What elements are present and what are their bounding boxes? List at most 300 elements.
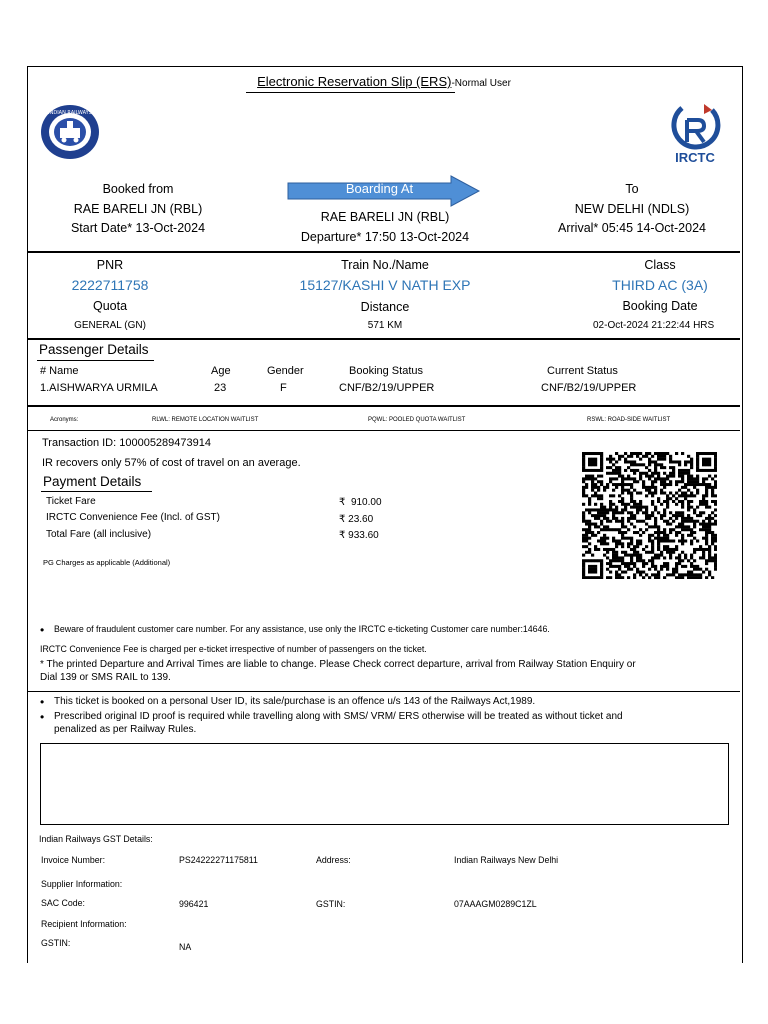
qr-module — [690, 534, 693, 537]
qr-module — [645, 514, 648, 517]
qr-module — [657, 548, 660, 551]
qr-module — [684, 460, 687, 463]
qr-module — [699, 523, 702, 526]
qr-module — [588, 542, 591, 545]
qr-module — [621, 542, 624, 545]
qr-module — [594, 503, 597, 506]
qr-module — [705, 477, 708, 480]
qr-module — [582, 514, 585, 517]
qr-module — [678, 559, 681, 562]
qr-module — [693, 559, 696, 562]
qr-module — [585, 528, 588, 531]
qr-module — [636, 503, 639, 506]
qr-module — [633, 562, 636, 565]
qr-module — [627, 568, 630, 571]
qr-module — [708, 452, 711, 455]
qr-module — [603, 508, 606, 511]
qr-module — [654, 556, 657, 559]
qr-module — [582, 576, 585, 579]
qr-module — [708, 520, 711, 523]
timing-note-line2: Dial 139 or SMS RAIL to 139. — [40, 672, 171, 683]
qr-module — [603, 528, 606, 531]
qr-module — [675, 531, 678, 534]
qr-module — [666, 506, 669, 509]
qr-module — [585, 545, 588, 548]
qr-module — [600, 539, 603, 542]
qr-module — [618, 469, 621, 472]
qr-module — [699, 573, 702, 576]
qr-module — [711, 576, 714, 579]
qr-module — [714, 483, 717, 486]
qr-module — [681, 542, 684, 545]
qr-module — [663, 562, 666, 565]
qr-module — [708, 556, 711, 559]
qr-module — [687, 576, 690, 579]
qr-module — [642, 520, 645, 523]
qr-module — [681, 511, 684, 514]
qr-module — [648, 517, 651, 520]
qr-module — [714, 463, 717, 466]
qr-module — [714, 458, 717, 461]
qr-module — [687, 571, 690, 574]
qr-module — [690, 477, 693, 480]
qr-module — [651, 539, 654, 542]
qr-module — [666, 568, 669, 571]
qr-module — [600, 460, 603, 463]
qr-module — [690, 483, 693, 486]
qr-module — [636, 559, 639, 562]
qr-module — [603, 548, 606, 551]
qr-module — [648, 576, 651, 579]
qr-module — [663, 480, 666, 483]
qr-module — [714, 568, 717, 571]
qr-module — [627, 492, 630, 495]
qr-module — [585, 537, 588, 540]
qr-module — [621, 477, 624, 480]
qr-module — [681, 486, 684, 489]
qr-module — [627, 475, 630, 478]
qr-module — [684, 520, 687, 523]
qr-module — [597, 559, 600, 562]
qr-module — [633, 489, 636, 492]
qr-module — [657, 528, 660, 531]
qr-module — [690, 520, 693, 523]
qr-module — [681, 500, 684, 503]
qr-module — [585, 494, 588, 497]
qr-module — [627, 455, 630, 458]
qr-module — [672, 573, 675, 576]
qr-module — [630, 568, 633, 571]
qr-module — [612, 494, 615, 497]
qr-module — [618, 528, 621, 531]
qr-module — [630, 492, 633, 495]
qr-module — [711, 531, 714, 534]
qr-module — [669, 556, 672, 559]
qr-module — [714, 539, 717, 542]
qr-module — [585, 469, 588, 472]
qr-module — [669, 497, 672, 500]
qr-module — [657, 475, 660, 478]
qr-module — [693, 480, 696, 483]
qr-module — [678, 576, 681, 579]
qr-module — [615, 573, 618, 576]
qr-module — [603, 539, 606, 542]
qr-module — [609, 565, 612, 568]
qr-module — [666, 520, 669, 523]
qr-module — [654, 469, 657, 472]
qr-module — [714, 508, 717, 511]
qr-module — [657, 537, 660, 540]
booking-date-value: 02-Oct-2024 21:22:44 HRS — [593, 320, 715, 331]
qr-module — [600, 542, 603, 545]
qr-module — [597, 480, 600, 483]
qr-module — [597, 539, 600, 542]
qr-module — [624, 460, 627, 463]
qr-module — [594, 545, 597, 548]
qr-module — [618, 565, 621, 568]
qr-module — [591, 469, 594, 472]
qr-module — [666, 539, 669, 542]
qr-module — [582, 562, 585, 565]
qr-module — [681, 506, 684, 509]
id-proof-note-text: Prescribed original ID proof is required while travelling along with SMS/ VRM/ ERS otherwise will be treated as without ticket and — [54, 711, 623, 722]
qr-module — [612, 477, 615, 480]
qr-module — [663, 545, 666, 548]
qr-module — [675, 534, 678, 537]
qr-module — [624, 489, 627, 492]
qr-module — [609, 571, 612, 574]
qr-module — [669, 573, 672, 576]
qr-module — [690, 463, 693, 466]
qr-module — [678, 573, 681, 576]
qr-module — [675, 460, 678, 463]
qr-module — [603, 525, 606, 528]
boarding-station: RAE BARELI JN (RBL) — [320, 210, 450, 224]
rupee-icon: ₹ — [339, 530, 346, 541]
qr-module — [642, 511, 645, 514]
qr-module — [588, 477, 591, 480]
qr-module — [651, 556, 654, 559]
fraud-warning-text: Beware of fraudulent customer care number. For any assistance, use only the IRCTC e-ticketing Customer care number:14646. — [54, 624, 550, 634]
qr-module — [654, 568, 657, 571]
qr-module — [618, 576, 621, 579]
qr-module — [594, 548, 597, 551]
qr-module — [684, 483, 687, 486]
qr-module — [636, 554, 639, 557]
qr-module — [588, 520, 591, 523]
qr-module — [675, 576, 678, 579]
qr-module — [663, 520, 666, 523]
qr-module — [582, 568, 585, 571]
qr-module — [705, 494, 708, 497]
qr-module — [702, 571, 705, 574]
qr-module — [675, 565, 678, 568]
qr-module — [588, 576, 591, 579]
qr-module — [600, 497, 603, 500]
qr-module — [675, 517, 678, 520]
qr-module — [690, 458, 693, 461]
qr-module — [687, 494, 690, 497]
qr-module — [615, 576, 618, 579]
qr-module — [609, 548, 612, 551]
qr-module — [612, 472, 615, 475]
qr-module — [657, 556, 660, 559]
qr-module — [582, 477, 585, 480]
qr-module — [660, 483, 663, 486]
qr-module — [705, 460, 708, 463]
qr-module — [633, 463, 636, 466]
qr-module — [621, 537, 624, 540]
qr-module — [618, 511, 621, 514]
qr-module — [669, 475, 672, 478]
qr-module — [621, 551, 624, 554]
qr-module — [684, 556, 687, 559]
qr-module — [648, 525, 651, 528]
qr-module — [642, 565, 645, 568]
qr-module — [663, 477, 666, 480]
qr-module — [582, 480, 585, 483]
qr-module — [582, 489, 585, 492]
recovery-note: IR recovers only 57% of cost of travel on an average. — [42, 457, 301, 469]
qr-module — [645, 506, 648, 509]
qr-module — [630, 542, 633, 545]
qr-module — [705, 500, 708, 503]
qr-module — [624, 506, 627, 509]
qr-module — [687, 534, 690, 537]
qr-module — [681, 525, 684, 528]
qr-module — [618, 568, 621, 571]
qr-module — [594, 483, 597, 486]
qr-module — [606, 472, 609, 475]
qr-module — [600, 559, 603, 562]
qr-module — [645, 486, 648, 489]
qr-module — [693, 576, 696, 579]
qr-module — [684, 463, 687, 466]
qr-module — [585, 559, 588, 562]
qr-module — [666, 565, 669, 568]
qr-module — [630, 486, 633, 489]
qr-module — [687, 500, 690, 503]
qr-module — [696, 466, 699, 469]
qr-module — [582, 466, 585, 469]
qr-module — [594, 477, 597, 480]
qr-module — [681, 528, 684, 531]
qr-module — [588, 511, 591, 514]
qr-module — [603, 542, 606, 545]
qr-module — [675, 568, 678, 571]
qr-module — [681, 503, 684, 506]
quota-label: Quota — [92, 299, 128, 313]
qr-module — [681, 576, 684, 579]
qr-module — [654, 520, 657, 523]
qr-module — [681, 534, 684, 537]
qr-module — [591, 489, 594, 492]
qr-module — [654, 523, 657, 526]
qr-module — [681, 477, 684, 480]
qr-module — [597, 514, 600, 517]
qr-module — [660, 492, 663, 495]
qr-module — [651, 511, 654, 514]
qr-module — [711, 523, 714, 526]
qr-module — [657, 573, 660, 576]
qr-module — [705, 525, 708, 528]
qr-module — [633, 477, 636, 480]
qr-module — [696, 452, 699, 455]
qr-module — [615, 551, 618, 554]
address-label: Address: — [316, 855, 351, 865]
qr-module — [645, 562, 648, 565]
qr-module — [630, 514, 633, 517]
qr-module — [582, 534, 585, 537]
qr-module — [594, 517, 597, 520]
qr-module — [714, 460, 717, 463]
qr-module — [711, 542, 714, 545]
qr-module — [666, 534, 669, 537]
qr-module — [621, 503, 624, 506]
qr-module — [591, 452, 594, 455]
qr-module — [660, 458, 663, 461]
qr-module — [630, 517, 633, 520]
qr-module — [678, 472, 681, 475]
qr-module — [669, 551, 672, 554]
qr-module — [681, 520, 684, 523]
qr-module — [672, 500, 675, 503]
qr-module — [612, 489, 615, 492]
qr-module — [696, 576, 699, 579]
qr-module — [624, 469, 627, 472]
qr-module — [648, 539, 651, 542]
qr-module — [621, 571, 624, 574]
qr-module — [603, 489, 606, 492]
qr-module — [666, 483, 669, 486]
qr-module — [657, 458, 660, 461]
qr-module — [636, 542, 639, 545]
qr-module — [621, 523, 624, 526]
qr-module — [639, 534, 642, 537]
qr-module — [708, 463, 711, 466]
qr-module — [654, 472, 657, 475]
qr-module — [711, 559, 714, 562]
qr-module — [621, 475, 624, 478]
qr-module — [672, 494, 675, 497]
qr-module — [594, 508, 597, 511]
convenience-fee-note: IRCTC Convenience Fee is charged per e-ticket irrespective of number of passengers on the ticket. — [40, 644, 427, 654]
qr-module — [588, 503, 591, 506]
arrival-time: Arrival* 05:45 14-Oct-2024 — [558, 221, 706, 235]
divider — [28, 691, 740, 692]
qr-module — [582, 460, 585, 463]
qr-module — [591, 494, 594, 497]
qr-module — [669, 460, 672, 463]
qr-module — [627, 520, 630, 523]
col-header-booking-status: Booking Status — [349, 365, 423, 377]
qr-module — [669, 511, 672, 514]
qr-module — [708, 475, 711, 478]
qr-module — [594, 534, 597, 537]
qr-module — [621, 489, 624, 492]
qr-module — [621, 545, 624, 548]
qr-module — [630, 497, 633, 500]
qr-module — [660, 565, 663, 568]
qr-module — [687, 520, 690, 523]
qr-module — [657, 511, 660, 514]
qr-module — [684, 539, 687, 542]
qr-module — [672, 551, 675, 554]
qr-module — [606, 548, 609, 551]
qr-module — [678, 562, 681, 565]
qr-module — [588, 463, 591, 466]
qr-module — [690, 573, 693, 576]
qr-module — [666, 551, 669, 554]
qr-module — [678, 463, 681, 466]
qr-module — [633, 452, 636, 455]
qr-module — [633, 573, 636, 576]
qr-module — [621, 534, 624, 537]
qr-module — [705, 528, 708, 531]
ticket-fare-amount — [339, 497, 382, 508]
qr-module — [585, 477, 588, 480]
qr-module — [690, 517, 693, 520]
id-proof-note-line2: penalized as per Railway Rules. — [54, 724, 197, 735]
qr-module — [630, 460, 633, 463]
qr-module — [597, 531, 600, 534]
qr-module — [696, 458, 699, 461]
qr-module — [615, 460, 618, 463]
qr-module — [651, 494, 654, 497]
qr-module — [633, 472, 636, 475]
qr-module — [582, 494, 585, 497]
qr-module — [705, 506, 708, 509]
qr-module — [630, 537, 633, 540]
departure-time: Departure* 17:50 13-Oct-2024 — [300, 230, 470, 244]
qr-module — [666, 548, 669, 551]
qr-module — [645, 517, 648, 520]
qr-module — [618, 531, 621, 534]
qr-module — [705, 486, 708, 489]
irctc-logo-text: IRCTC — [675, 150, 715, 165]
qr-module — [606, 520, 609, 523]
passenger-name: 1.AISHWARYA URMILA — [40, 382, 158, 394]
qr-module — [678, 494, 681, 497]
qr-module — [660, 480, 663, 483]
divider — [28, 430, 740, 431]
qr-module — [624, 503, 627, 506]
qr-module — [594, 565, 597, 568]
qr-module — [699, 576, 702, 579]
qr-module — [645, 472, 648, 475]
section-underline — [37, 360, 154, 361]
qr-module — [603, 517, 606, 520]
qr-module — [651, 483, 654, 486]
qr-module — [708, 559, 711, 562]
qr-module — [633, 548, 636, 551]
qr-module — [606, 486, 609, 489]
qr-module — [615, 554, 618, 557]
gstin-label: GSTIN: — [316, 899, 346, 909]
qr-module — [660, 514, 663, 517]
qr-module — [648, 458, 651, 461]
qr-module — [693, 477, 696, 480]
qr-module — [585, 531, 588, 534]
qr-module — [702, 537, 705, 540]
qr-module — [630, 500, 633, 503]
qr-module — [609, 472, 612, 475]
qr-module — [705, 489, 708, 492]
qr-module — [669, 528, 672, 531]
qr-module — [675, 492, 678, 495]
qr-module — [594, 486, 597, 489]
qr-module — [672, 548, 675, 551]
